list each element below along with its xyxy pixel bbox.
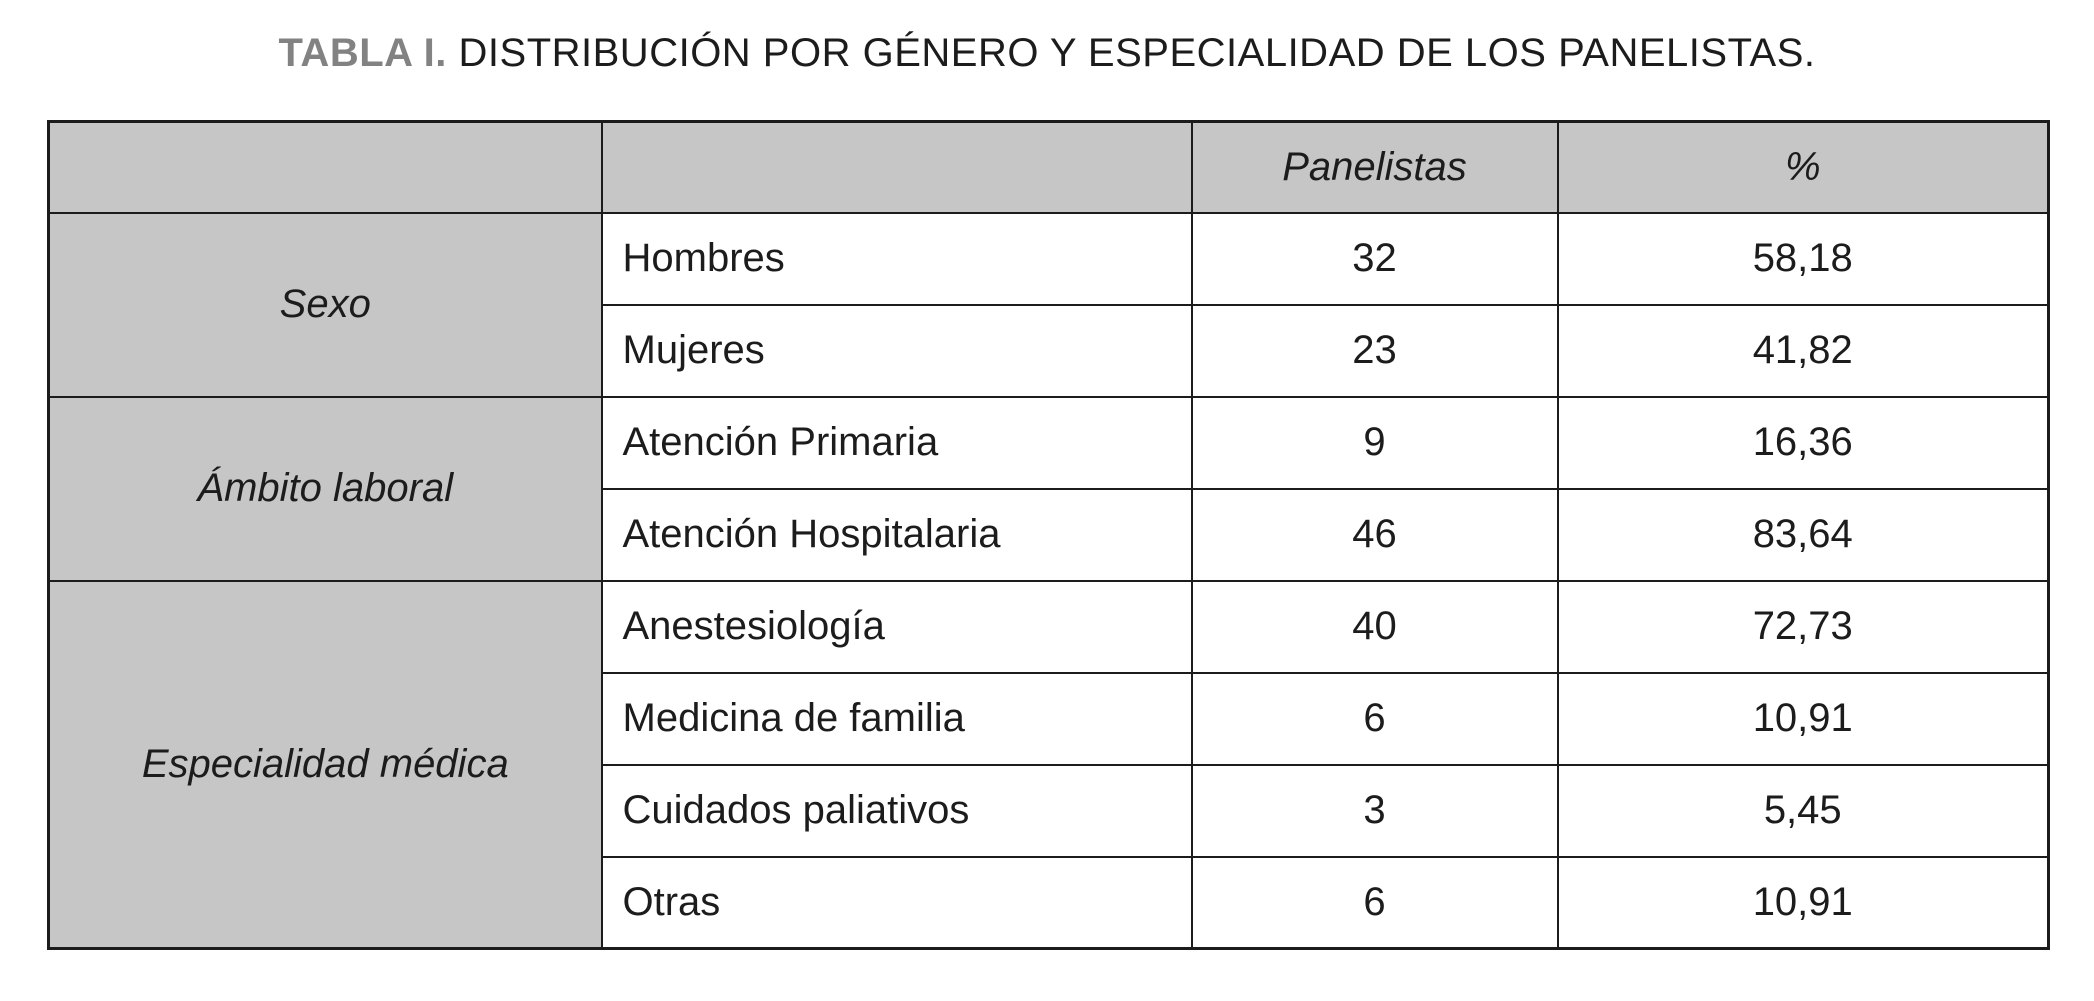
value-cuidados-paliativos-panelistas: 3 [1192, 765, 1558, 857]
value-cuidados-paliativos-pct: 5,45 [1558, 765, 2049, 857]
section-label-sexo: Sexo [49, 213, 602, 397]
header-cell-panelistas: Panelistas [1192, 122, 1558, 213]
section-label-especialidad-medica: Especialidad médica [49, 581, 602, 949]
value-mujeres-panelistas: 23 [1192, 305, 1558, 397]
value-atencion-primaria-panelistas: 9 [1192, 397, 1558, 489]
panelists-distribution-table [47, 120, 2050, 950]
table-row [49, 581, 2049, 673]
section-label-ambito-laboral: Ámbito laboral [49, 397, 602, 581]
value-medicina-de-familia-pct: 10,91 [1558, 673, 2049, 765]
header-cell-empty-1 [49, 122, 602, 213]
row-label-anestesiologia: Anestesiología [602, 581, 1192, 673]
value-atencion-primaria-pct: 16,36 [1558, 397, 2049, 489]
value-hombres-panelistas: 32 [1192, 213, 1558, 305]
header-cell-percent: % [1558, 122, 2049, 213]
value-anestesiologia-pct: 72,73 [1558, 581, 2049, 673]
table-title [47, 30, 2047, 76]
value-anestesiologia-panelistas: 40 [1192, 581, 1558, 673]
value-mujeres-pct: 41,82 [1558, 305, 2049, 397]
row-label-hombres: Hombres [602, 213, 1192, 305]
value-otras-panelistas: 6 [1192, 857, 1558, 949]
row-label-cuidados-paliativos: Cuidados paliativos [602, 765, 1192, 857]
header-cell-empty-2 [602, 122, 1192, 213]
table-header-row [49, 122, 2049, 213]
value-medicina-de-familia-panelistas: 6 [1192, 673, 1558, 765]
row-label-atencion-hospitalaria: Atención Hospitalaria [602, 489, 1192, 581]
row-label-otras: Otras [602, 857, 1192, 949]
value-atencion-hospitalaria-pct: 83,64 [1558, 489, 2049, 581]
table-row [49, 213, 2049, 305]
table-title-number: TABLA I. [278, 31, 447, 75]
row-label-atencion-primaria: Atención Primaria [602, 397, 1192, 489]
value-otras-pct: 10,91 [1558, 857, 2049, 949]
row-label-medicina-de-familia: Medicina de familia [602, 673, 1192, 765]
table-title-text: DISTRIBUCIÓN POR GÉNERO Y ESPECIALIDAD DE LOS PANELISTAS. [458, 31, 1816, 75]
value-atencion-hospitalaria-panelistas: 46 [1192, 489, 1558, 581]
row-label-mujeres: Mujeres [602, 305, 1192, 397]
value-hombres-pct: 58,18 [1558, 213, 2049, 305]
table-row [49, 397, 2049, 489]
